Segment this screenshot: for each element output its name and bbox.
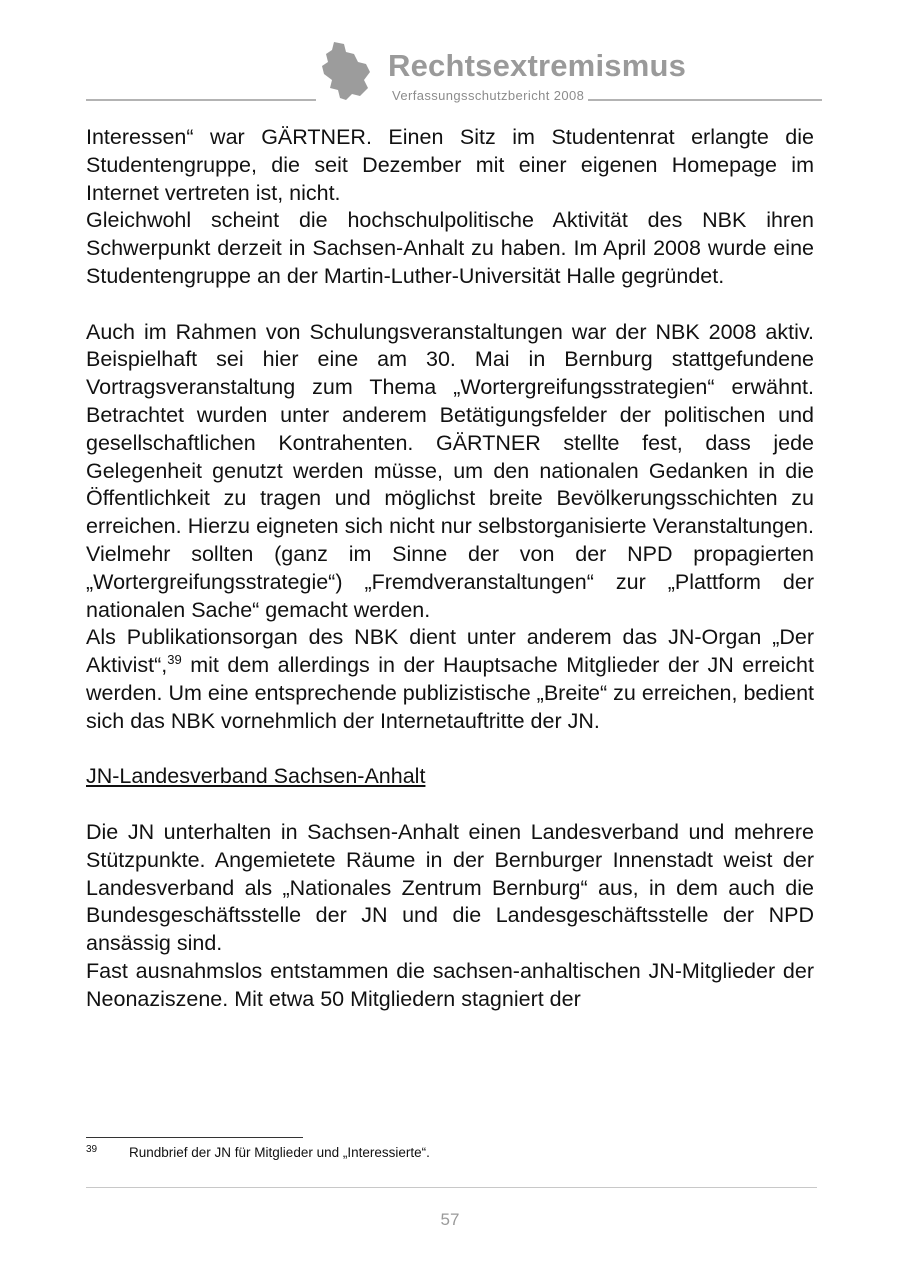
footnote-reference[interactable]: 39 xyxy=(167,651,182,667)
paragraph: Auch im Rahmen von Schulungsveranstaltungen war der NBK 2008 aktiv. Beispielhaft sei hier eine am 30. Mai in Bernburg stattgefundene Vortragsveranstaltung zum Thema „Wortergreifungsstrategien“ erwähnt. Betrachtet wurden unter anderem Betätigungsfelder der politischen und gesellschaftlichen Kontrahenten. GÄRTNER stellte fest, dass jede Gelegenheit genutzt werden müsse, um den nationalen Gedanken in die Öffentlichkeit zu tragen und möglichst breite Bevölkerungsschichten zu erreichen. Hierzu eigneten sich nicht nur selbstorganisierte Veranstaltungen. Vielmehr sollten (ganz im Sinne der von der NPD propagierten „Wortergreifungsstrategie“) „Fremdveranstaltungen“ zur „Plattform der nationalen Sache“ gemacht werden. xyxy=(86,319,814,622)
footnote-text: Rundbrief der JN für Mitglieder und „Interessierte“. xyxy=(129,1145,430,1160)
paragraph xyxy=(86,624,814,735)
paragraph-gap xyxy=(86,736,814,764)
paragraph: Interessen“ war GÄRTNER. Einen Sitz im Studentenrat erlangte die Studentengruppe, die seit Dezember mit einer eigenen Homepage im Internet vertreten ist, nicht. xyxy=(86,125,814,205)
page-number: 57 xyxy=(440,1210,460,1229)
paragraph: Die JN unterhalten in Sachsen-Anhalt einen Landesverband und mehrere Stützpunkte. Angemietete Räume in der Bernburger Innenstadt weist der Landesverband als „Nationales Zentrum Bernburg“ aus, in dem auch die Bundesgeschäftsstelle der JN und die Landesgeschäftsstelle der NPD ansässig sind. xyxy=(86,819,814,956)
text-segment: Als Publikationsorgan des NBK dient unter anderem das JN-Organ „Der Aktivist“, xyxy=(86,625,814,678)
header-rule-left xyxy=(86,99,316,101)
paragraph-gap xyxy=(86,791,814,819)
header-title: Rechtsextremismus xyxy=(388,48,687,83)
header-rule-right xyxy=(588,99,822,101)
header-subtitle: Verfassungsschutzbericht 2008 xyxy=(392,88,585,103)
main-text xyxy=(86,124,814,1014)
footnote-number: 39 xyxy=(86,1144,98,1155)
footer-rule xyxy=(86,1187,817,1188)
footnote-rule xyxy=(86,1137,303,1138)
sachsen-anhalt-map-icon xyxy=(318,40,376,102)
page-header xyxy=(0,0,900,115)
paragraph: Gleichwohl scheint die hochschulpolitische Aktivität des NBK ihren Schwerpunkt derzeit in Sachsen-Anhalt zu haben. Im April 2008 wurde eine Studentengruppe an der Martin-Luther-Universität Halle gegründet. xyxy=(86,208,814,288)
paragraph: Fast ausnahmslos entstammen die sachsen-anhaltischen JN-Mitglieder der Neonaziszene. Mit etwa 50 Mitgliedern stagniert der xyxy=(86,958,814,1011)
paragraph-gap xyxy=(86,291,814,319)
text-segment: mit dem allerdings in der Hauptsache Mitglieder der JN erreicht werden. Um eine entsprechende publizistische „Breite“ zu erreichen, bedient sich das NBK vornehmlich der Internetauftritte der JN. xyxy=(86,653,814,733)
section-heading: JN-Landesverband Sachsen-Anhalt xyxy=(86,764,426,789)
